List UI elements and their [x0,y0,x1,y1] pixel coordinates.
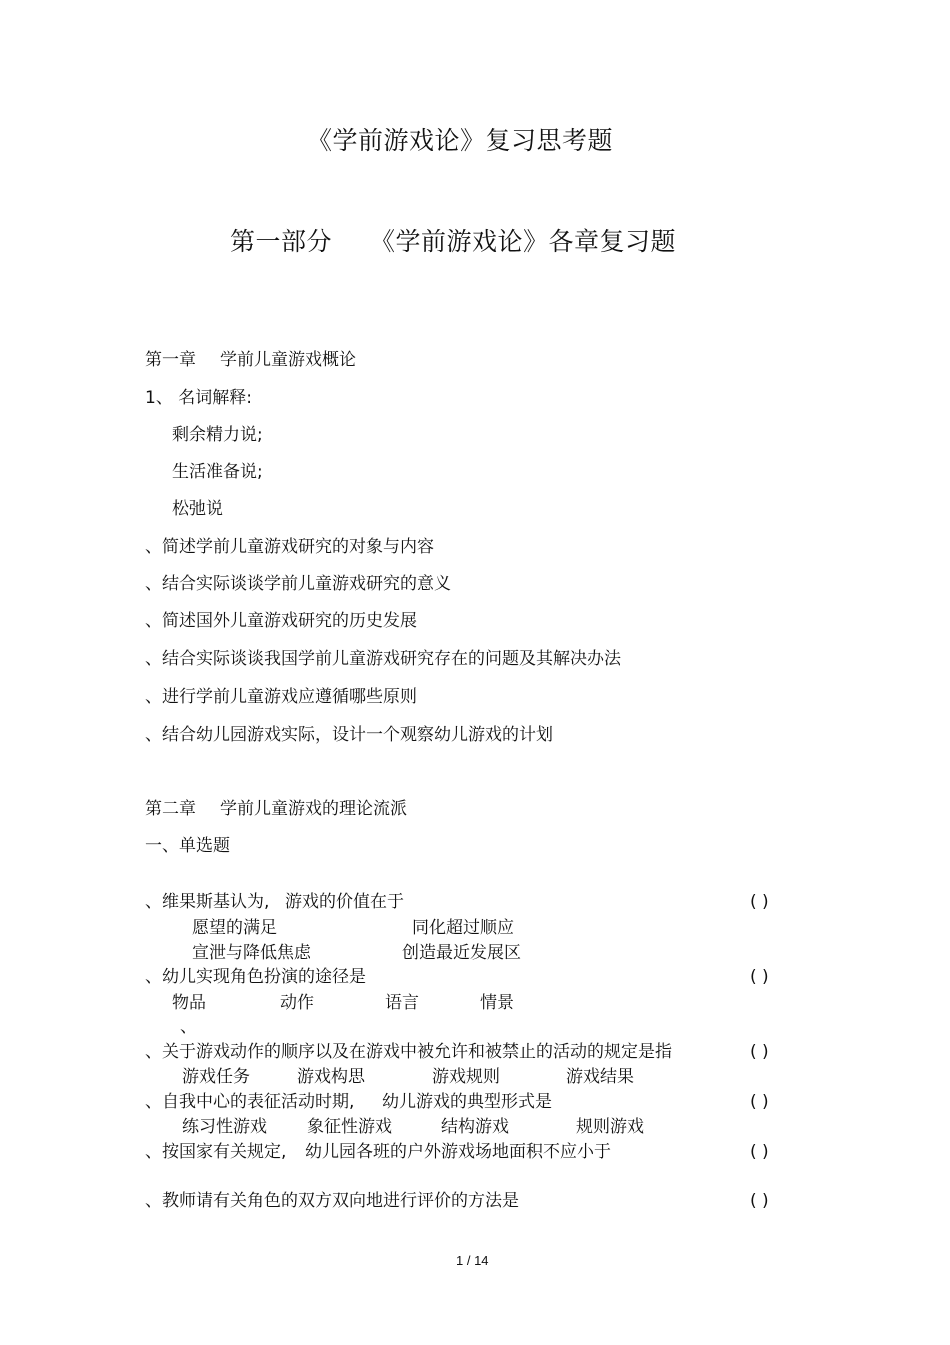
chapter1-number: 第一章 [145,350,196,370]
mc-question-stem: 、维果斯基认为, [145,892,270,912]
chapter2-number: 第二章 [145,799,196,819]
section-label: 一、单选题 [145,836,230,856]
mc-question-stem: 、教师请有关角色的双方双向地进行评价的方法是 [145,1191,519,1211]
mc-question-stem: 、关于游戏动作的顺序以及在游戏中被允许和被禁止的活动的规定是指 [145,1042,672,1062]
mc-question-stem-cont: 幼儿游戏的典型形式是 [382,1092,552,1112]
mc-question-stem-cont: 游戏的价值在于 [285,892,404,912]
chapter1-q1-label: 1、 名词解释: [145,388,252,408]
answer-blank: ( ) [750,967,769,987]
mc-question-stem: 、幼儿实现角色扮演的途径是 [145,967,366,987]
question-item: 、简述学前儿童游戏研究的对象与内容 [145,537,434,557]
mc-option: 宣泄与降低焦虑 [192,943,311,963]
mc-option: 情景 [480,993,514,1013]
question-item: 、结合幼儿园游戏实际，设计一个观察幼儿游戏的计划 [145,725,553,745]
mc-option: 创造最近发展区 [402,943,521,963]
question-item: 、结合实际谈谈我国学前儿童游戏研究存在的问题及其解决办法 [145,649,621,669]
mc-option: 游戏规则 [432,1067,500,1087]
answer-blank: ( ) [750,1191,769,1211]
document-title: 《学前游戏论》复习思考题 [307,126,614,155]
answer-blank: ( ) [750,1092,769,1112]
question-item: 、进行学前儿童游戏应遵循哪些原则 [145,687,417,707]
chapter1-title: 学前儿童游戏概论 [220,350,356,370]
mc-question-stem-cont: 幼儿园各班的户外游戏场地面积不应小于 [305,1142,611,1162]
mc-option: 象征性游戏 [307,1117,392,1137]
question-item: 、结合实际谈谈学前儿童游戏研究的意义 [145,574,451,594]
mc-option: 结构游戏 [441,1117,509,1137]
mc-option: 同化超过顺应 [412,918,514,938]
term-item: 剩余精力说; [172,425,263,445]
part-heading-label: 第一部分 [230,227,333,256]
answer-blank: ( ) [750,1042,769,1062]
question-item: 、简述国外儿童游戏研究的历史发展 [145,611,417,631]
mc-question-stem: 、自我中心的表征活动时期, [145,1092,355,1112]
term-item: 松弛说 [172,499,223,519]
stray-mark: 、 [180,1017,197,1037]
mc-option: 游戏结果 [566,1067,634,1087]
term-item: 生活准备说; [172,462,263,482]
mc-question-stem: 、按国家有关规定, [145,1142,287,1162]
mc-option: 语言 [385,993,419,1013]
mc-option: 游戏任务 [182,1067,250,1087]
mc-option: 游戏构思 [297,1067,365,1087]
chapter2-title: 学前儿童游戏的理论流派 [220,799,407,819]
mc-option: 规则游戏 [576,1117,644,1137]
mc-option: 动作 [280,993,314,1013]
mc-option: 愿望的满足 [192,918,277,938]
answer-blank: ( ) [750,892,769,912]
part-heading-title: 《学前游戏论》各章复习题 [370,227,677,256]
answer-blank: ( ) [750,1142,769,1162]
page-number: 1 / 14 [456,1253,489,1268]
mc-option: 物品 [172,993,206,1013]
mc-option: 练习性游戏 [182,1117,267,1137]
